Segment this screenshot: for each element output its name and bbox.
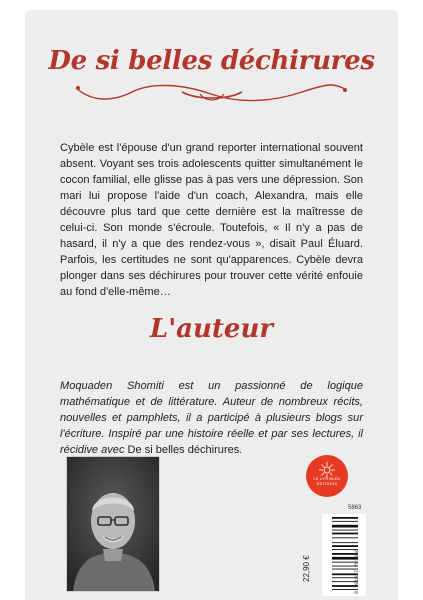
isbn-label: 9 791037 761366 [354,548,360,594]
publisher-name [306,476,348,486]
reference-number: 5863 [348,505,362,511]
publisher-sub-label: ÉDITIONS [316,481,338,486]
barcode-bar [332,525,358,528]
title-flourish [72,80,351,104]
book-summary: Cybèle est l'épouse d'un grand reporter international souvent absent. Voyant ses trois adolescents quitter simultanément le cocon familial, elle glisse pas à pas vers une dépression. Son mari lui propose l'aide d'un coach, Alexandra, mais elle découvre plus tard que cette dernière est la maîtresse de celui-ci. Son monde s'écroule. Toutefois, « Il n'y a pas de hasard, il n'y a que des rendez-vous », disait Paul Éluard. Parfois, les certitudes ne sont qu'apparences. Cybèle devra plonger dans ses déchirures pour trouver cette vérité enfouie au fond d'elle-même… [60,142,363,298]
author-bio [60,378,363,458]
barcode-bar [332,517,358,519]
book-title: De si belles déchirures [48,46,375,76]
author-bio-book-title: De si belles déchirures [127,444,240,456]
barcode-bar [332,537,358,538]
author-heading: L'auteur [149,314,274,344]
price-label: 22,90 € [302,555,311,582]
barcode-bar [332,521,358,522]
barcode-bar [332,542,358,543]
author-photo [66,456,160,592]
barcode-bar [332,530,358,531]
author-bio-text: Moquaden Shomiti est un passionné de logique mathématique et de littérature. Auteur de nombreux récits, nouvelles et pamphlets, il a participé à plusieurs blogs sur l'écriture. Inspiré par une histoire réelle et par ses lectures, il récidive avec [60,380,363,456]
author-portrait [67,457,159,591]
barcode-bar [332,533,358,535]
barcode-bar [332,545,358,547]
publisher-name-label: LE LYS BLEU [313,476,341,481]
author-bio-end: . [239,444,243,456]
